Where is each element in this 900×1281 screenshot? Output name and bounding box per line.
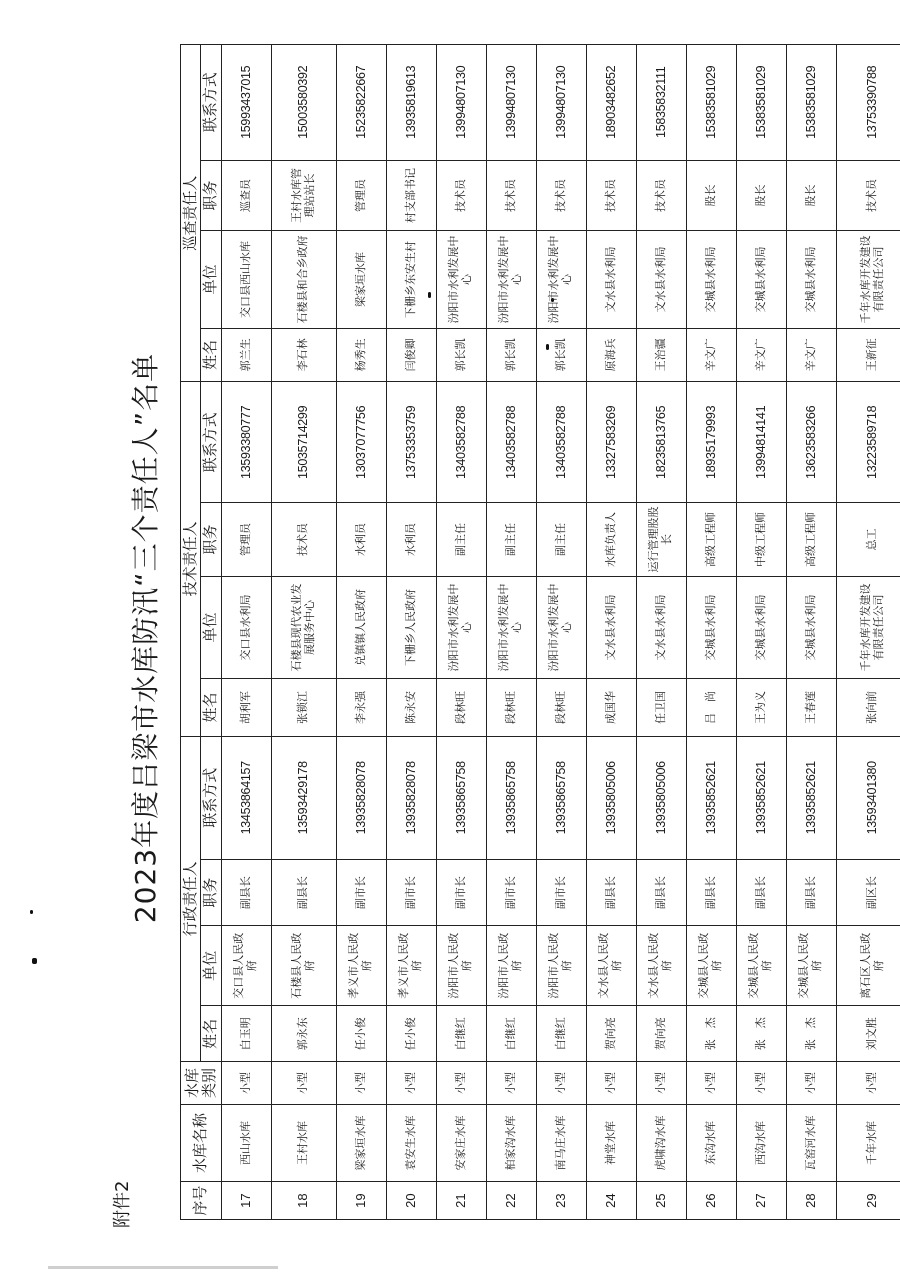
cell-patrol-position: 技术员: [436, 160, 486, 231]
cell-admin-position: 副县长: [686, 860, 736, 926]
header-reservoir-name: 水库名称: [181, 1104, 222, 1182]
table-row: [836, 45, 900, 1220]
cell-reservoir-name: 安家庄水库: [436, 1104, 486, 1182]
cell-patrol-position: 村支部书记: [386, 160, 436, 231]
header-tech-position: 职务: [201, 503, 221, 576]
table-row: [636, 45, 686, 1220]
cell-admin-position: 副区长: [836, 860, 900, 926]
cell-patrol-unit: 汾阳市水利发展中心: [436, 231, 486, 328]
cell-admin-position: 副县长: [636, 860, 686, 926]
cell-patrol-unit: 汾阳市水利发展中心: [486, 231, 536, 328]
cell-tech-position: 副主任: [486, 503, 536, 576]
cell-reservoir-name: 神堂水库: [586, 1104, 636, 1182]
cell-tech-unit: 交城县水利局: [686, 576, 736, 679]
cell-tech-name: 王春莲: [786, 679, 836, 736]
cell-tech-unit: 下栅乡人民政府: [386, 576, 436, 679]
header-patrol-unit: 单位: [201, 231, 221, 328]
header-admin-group: 行政责任人: [181, 736, 201, 1062]
cell-admin-name: 张 杰: [686, 1006, 736, 1062]
cell-seq: 29: [836, 1182, 900, 1220]
cell-admin-contact: 13593429178: [271, 736, 336, 859]
cell-tech-unit: 交口县水利局: [221, 576, 271, 679]
cell-reservoir-type: 小型: [386, 1062, 436, 1104]
cell-tech-unit: 汾阳市水利发展中心: [436, 576, 486, 679]
table-row: [736, 45, 786, 1220]
cell-admin-contact: 13935865758: [536, 736, 586, 859]
cell-reservoir-type: 小型: [586, 1062, 636, 1104]
cell-admin-name: 白继红: [486, 1006, 536, 1062]
cell-tech-position: 水利员: [336, 503, 386, 576]
cell-patrol-name: 辛文广: [786, 328, 836, 382]
scan-edge-mark: [48, 1266, 278, 1269]
cell-reservoir-type: 小型: [536, 1062, 586, 1104]
header-tech-contact: 联系方式: [201, 382, 221, 503]
header-row-fields: [201, 45, 221, 1220]
cell-patrol-name: 李石林: [271, 328, 336, 382]
header-admin-unit: 单位: [201, 926, 221, 1006]
cell-admin-name: 任小俊: [336, 1006, 386, 1062]
cell-patrol-name: 王新征: [836, 328, 900, 382]
cell-reservoir-type: 小型: [836, 1062, 900, 1104]
table-row: [686, 45, 736, 1220]
cell-seq: 20: [386, 1182, 436, 1220]
cell-patrol-unit: 梁家垣水库: [336, 231, 386, 328]
cell-admin-unit: 汾阳市人民政府: [486, 926, 536, 1006]
cell-tech-name: 吕 尚: [686, 679, 736, 736]
cell-tech-name: 段林旺: [536, 679, 586, 736]
cell-admin-unit: 汾阳市人民政府: [436, 926, 486, 1006]
header-admin-contact: 联系方式: [201, 736, 221, 859]
header-patrol-name: 姓名: [201, 328, 221, 382]
table-row: [336, 45, 386, 1220]
cell-seq: 19: [336, 1182, 386, 1220]
cell-patrol-contact: 15383581029: [736, 45, 786, 161]
cell-patrol-name: 原海兵: [586, 328, 636, 382]
cell-seq: 25: [636, 1182, 686, 1220]
cell-patrol-contact: 13994807130: [436, 45, 486, 161]
cell-tech-contact: 13403582788: [436, 382, 486, 503]
cell-seq: 18: [271, 1182, 336, 1220]
cell-tech-unit: 石楼县现代农业发展服务中心: [271, 576, 336, 679]
cell-tech-name: 李永强: [336, 679, 386, 736]
cell-admin-unit: 交城县人民政府: [686, 926, 736, 1006]
cell-patrol-contact: 13994807130: [486, 45, 536, 161]
header-tech-unit: 单位: [201, 576, 221, 679]
cell-seq: 24: [586, 1182, 636, 1220]
cell-admin-contact: 13935865758: [486, 736, 536, 859]
cell-tech-contact: 13623583266: [786, 382, 836, 503]
cell-patrol-position: 王村水库管理站站长: [271, 160, 336, 231]
cell-tech-contact: 13037077756: [336, 382, 386, 503]
cell-reservoir-type: 小型: [636, 1062, 686, 1104]
cell-tech-unit: 交城县水利局: [786, 576, 836, 679]
cell-tech-name: 段林旺: [486, 679, 536, 736]
cell-tech-position: 运行管理股股长: [636, 503, 686, 576]
cell-patrol-unit: 文水县水利局: [586, 231, 636, 328]
cell-patrol-name: 王治疆: [636, 328, 686, 382]
cell-reservoir-name: 柏家沟水库: [486, 1104, 536, 1182]
cell-patrol-unit: 交城县水利局: [786, 231, 836, 328]
cell-tech-name: 王为义: [736, 679, 786, 736]
cell-admin-name: 任小俊: [386, 1006, 436, 1062]
cell-patrol-unit: 交口县西山水库: [221, 231, 271, 328]
cell-patrol-contact: 15993437015: [221, 45, 271, 161]
cell-patrol-position: 股长: [786, 160, 836, 231]
cell-admin-position: 副县长: [786, 860, 836, 926]
cell-tech-position: 水库负责人: [586, 503, 636, 576]
cell-patrol-unit: 交城县水利局: [736, 231, 786, 328]
cell-tech-name: 陈永安: [386, 679, 436, 736]
cell-reservoir-name: 东沟水库: [686, 1104, 736, 1182]
cell-reservoir-name: 西沟水库: [736, 1104, 786, 1182]
cell-tech-contact: 15035714299: [271, 382, 336, 503]
cell-reservoir-type: 小型: [336, 1062, 386, 1104]
header-patrol-group: 巡查责任人: [181, 45, 201, 382]
cell-admin-contact: 13453864157: [221, 736, 271, 859]
cell-tech-position: 高级工程师: [786, 503, 836, 576]
cell-admin-unit: 离石区人民政府: [836, 926, 900, 1006]
cell-admin-position: 副市长: [486, 860, 536, 926]
cell-seq: 22: [486, 1182, 536, 1220]
table-row: [536, 45, 586, 1220]
cell-reservoir-type: 小型: [271, 1062, 336, 1104]
rotated-document: [88, 48, 888, 1228]
cell-patrol-contact: 13935819613: [386, 45, 436, 161]
cell-tech-unit: 兑镇镇人民政府: [336, 576, 386, 679]
cell-tech-contact: 13403582788: [536, 382, 586, 503]
header-tech-name: 姓名: [201, 679, 221, 736]
cell-tech-position: 副主任: [536, 503, 586, 576]
cell-admin-position: 副县长: [586, 860, 636, 926]
cell-patrol-position: 技术员: [636, 160, 686, 231]
cell-tech-position: 管理员: [221, 503, 271, 576]
cell-patrol-name: 辛文广: [736, 328, 786, 382]
cell-reservoir-name: 千年水库: [836, 1104, 900, 1182]
cell-tech-position: 总工: [836, 503, 900, 576]
cell-patrol-contact: 13753390788: [836, 45, 900, 161]
cell-admin-name: 郭永东: [271, 1006, 336, 1062]
header-patrol-contact: 联系方式: [201, 45, 221, 161]
cell-reservoir-name: 袁安生水库: [386, 1104, 436, 1182]
cell-tech-unit: 文水县水利局: [586, 576, 636, 679]
cell-patrol-name: 郭长凯: [486, 328, 536, 382]
cell-admin-contact: 13935805006: [586, 736, 636, 859]
table-body: [221, 45, 900, 1220]
cell-reservoir-name: 西山水库: [221, 1104, 271, 1182]
header-admin-name: 姓名: [201, 1006, 221, 1062]
cell-admin-contact: 13935805006: [636, 736, 686, 859]
cell-tech-name: 任卫国: [636, 679, 686, 736]
cell-tech-contact: 18235813765: [636, 382, 686, 503]
cell-patrol-position: 技术员: [836, 160, 900, 231]
cell-admin-contact: 13935852621: [686, 736, 736, 859]
table-row: [486, 45, 536, 1220]
cell-patrol-position: 巡查员: [221, 160, 271, 231]
cell-tech-contact: 13403582788: [486, 382, 536, 503]
page-title: 2023年度吕梁市水库防汛“三个责任人”名单: [129, 352, 162, 924]
cell-tech-unit: 汾阳市水利发展中心: [486, 576, 536, 679]
cell-tech-name: 张向前: [836, 679, 900, 736]
cell-tech-position: 水利员: [386, 503, 436, 576]
cell-admin-name: 张 杰: [786, 1006, 836, 1062]
cell-reservoir-name: 梁家垣水库: [336, 1104, 386, 1182]
cell-seq: 17: [221, 1182, 271, 1220]
cell-admin-position: 副市长: [536, 860, 586, 926]
table-row: [436, 45, 486, 1220]
cell-admin-unit: 文水县人民政府: [636, 926, 686, 1006]
cell-patrol-unit: 文水县水利局: [636, 231, 686, 328]
cell-tech-unit: 文水县水利局: [636, 576, 686, 679]
cell-seq: 28: [786, 1182, 836, 1220]
cell-admin-name: 贺向亮: [636, 1006, 686, 1062]
cell-admin-position: 副市长: [386, 860, 436, 926]
cell-patrol-contact: 15003580392: [271, 45, 336, 161]
cell-admin-position: 副县长: [221, 860, 271, 926]
cell-patrol-unit: 下栅乡东安生村: [386, 231, 436, 328]
cell-tech-unit: 汾阳市水利发展中心: [536, 576, 586, 679]
cell-seq: 23: [536, 1182, 586, 1220]
cell-admin-unit: 交城县人民政府: [736, 926, 786, 1006]
cell-admin-position: 副市长: [436, 860, 486, 926]
table-row: [786, 45, 836, 1220]
cell-admin-contact: 13935852621: [736, 736, 786, 859]
cell-reservoir-name: 南马庄水库: [536, 1104, 586, 1182]
header-row-groups: [181, 45, 201, 1220]
cell-reservoir-name: 瓦窑河水库: [786, 1104, 836, 1182]
cell-patrol-contact: 13994807130: [536, 45, 586, 161]
cell-tech-contact: 13327583269: [586, 382, 636, 503]
cell-patrol-contact: 15835832111: [636, 45, 686, 161]
table-row: [386, 45, 436, 1220]
cell-patrol-position: 技术员: [486, 160, 536, 231]
speck-mark: [30, 910, 33, 914]
header-seq: 序号: [181, 1182, 222, 1220]
cell-admin-name: 白玉明: [221, 1006, 271, 1062]
cell-tech-contact: 18935179993: [686, 382, 736, 503]
cell-reservoir-type: 小型: [486, 1062, 536, 1104]
cell-reservoir-type: 小型: [786, 1062, 836, 1104]
cell-tech-position: 技术员: [271, 503, 336, 576]
cell-patrol-contact: 18903482652: [586, 45, 636, 161]
cell-patrol-position: 技术员: [586, 160, 636, 231]
cell-patrol-unit: 交城县水利局: [686, 231, 736, 328]
cell-seq: 27: [736, 1182, 786, 1220]
cell-tech-contact: 13223589718: [836, 382, 900, 503]
cell-patrol-contact: 15383581029: [686, 45, 736, 161]
cell-admin-position: 副县长: [271, 860, 336, 926]
cell-admin-unit: 孝义市人民政府: [336, 926, 386, 1006]
cell-admin-unit: 孝义市人民政府: [386, 926, 436, 1006]
responsibility-table: [180, 44, 900, 1220]
speck-mark: [32, 958, 37, 964]
header-reservoir-type: 水库类别: [181, 1062, 222, 1104]
cell-patrol-unit: 千年水库开发建设有限责任公司: [836, 231, 900, 328]
table-row: [586, 45, 636, 1220]
cell-seq: 26: [686, 1182, 736, 1220]
cell-admin-name: 贺向亮: [586, 1006, 636, 1062]
cell-patrol-name: 郭兰生: [221, 328, 271, 382]
cell-admin-name: 张 杰: [736, 1006, 786, 1062]
cell-tech-contact: 13593380777: [221, 382, 271, 503]
cell-patrol-name: 辛文广: [686, 328, 736, 382]
cell-admin-contact: 13935828078: [336, 736, 386, 859]
cell-tech-unit: 交城县水利局: [736, 576, 786, 679]
cell-patrol-name: 郭长凯: [436, 328, 486, 382]
cell-reservoir-type: 小型: [436, 1062, 486, 1104]
cell-patrol-unit: 石楼县和合乡政府: [271, 231, 336, 328]
header-admin-position: 职务: [201, 860, 221, 926]
cell-patrol-name: 郭长凯: [536, 328, 586, 382]
cell-tech-name: 成国华: [586, 679, 636, 736]
cell-patrol-unit: 汾阳市水利发展中心: [536, 231, 586, 328]
cell-admin-unit: 交城县人民政府: [786, 926, 836, 1006]
cell-patrol-name: 杨秀生: [336, 328, 386, 382]
cell-patrol-position: 股长: [686, 160, 736, 231]
cell-admin-position: 副市长: [336, 860, 386, 926]
table-row: [271, 45, 336, 1220]
cell-tech-contact: 13994814141: [736, 382, 786, 503]
cell-patrol-position: 技术员: [536, 160, 586, 231]
cell-patrol-contact: 15383581029: [786, 45, 836, 161]
cell-patrol-position: 管理员: [336, 160, 386, 231]
cell-reservoir-type: 小型: [221, 1062, 271, 1104]
cell-admin-contact: 13935828078: [386, 736, 436, 859]
cell-admin-unit: 石楼县人民政府: [271, 926, 336, 1006]
cell-tech-name: 段林旺: [436, 679, 486, 736]
cell-reservoir-type: 小型: [686, 1062, 736, 1104]
cell-reservoir-name: 王村水库: [271, 1104, 336, 1182]
cell-tech-position: 中级工程师: [736, 503, 786, 576]
cell-patrol-name: 闫俊卿: [386, 328, 436, 382]
cell-admin-unit: 交口县人民政府: [221, 926, 271, 1006]
cell-tech-name: 胡利军: [221, 679, 271, 736]
cell-admin-name: 白继红: [436, 1006, 486, 1062]
cell-tech-position: 高级工程师: [686, 503, 736, 576]
cell-tech-unit: 千年水库开发建设有限责任公司: [836, 576, 900, 679]
cell-tech-name: 张锁江: [271, 679, 336, 736]
cell-tech-position: 副主任: [436, 503, 486, 576]
table-row: [221, 45, 271, 1220]
cell-patrol-position: 股长: [736, 160, 786, 231]
header-tech-group: 技术责任人: [181, 382, 201, 736]
cell-admin-contact: 13593401380: [836, 736, 900, 859]
cell-seq: 21: [436, 1182, 486, 1220]
cell-tech-contact: 13753353759: [386, 382, 436, 503]
cell-patrol-contact: 15235822667: [336, 45, 386, 161]
cell-admin-contact: 13935865758: [436, 736, 486, 859]
cell-admin-contact: 13935852621: [786, 736, 836, 859]
cell-admin-unit: 汾阳市人民政府: [536, 926, 586, 1006]
cell-admin-position: 副县长: [736, 860, 786, 926]
cell-admin-name: 白继红: [536, 1006, 586, 1062]
cell-admin-name: 刘文胜: [836, 1006, 900, 1062]
attachment-label: 附件2: [112, 1180, 133, 1228]
cell-admin-unit: 文水县人民政府: [586, 926, 636, 1006]
cell-reservoir-name: 虎啸沟水库: [636, 1104, 686, 1182]
header-patrol-position: 职务: [201, 160, 221, 231]
cell-reservoir-type: 小型: [736, 1062, 786, 1104]
